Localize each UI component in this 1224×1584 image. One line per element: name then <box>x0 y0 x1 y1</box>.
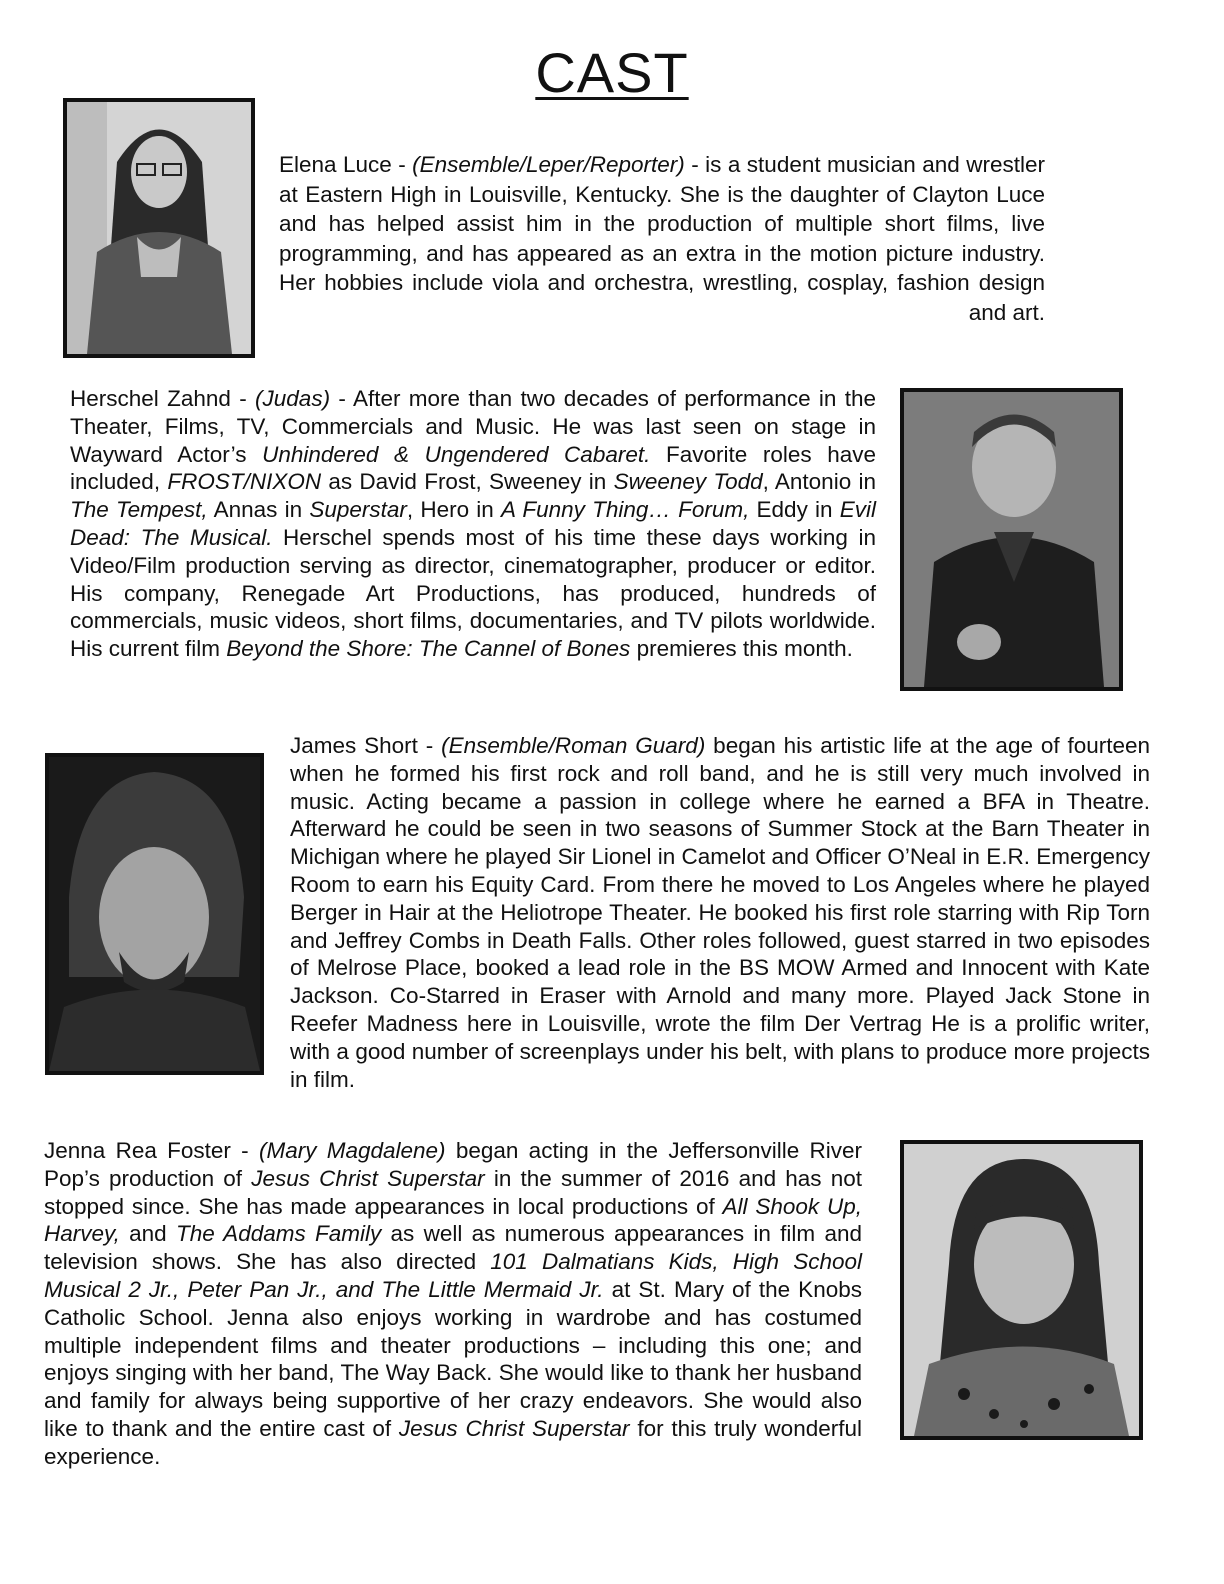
bio-text: , Hero in <box>406 497 502 523</box>
bio-italic-text: Evil Dead: The Musical. <box>70 497 876 550</box>
bio-italic-text: 101 Dalmatians Kids, High School Musical 2 Jr., Peter Pan Jr., and The Little Mermaid Jr. <box>44 1249 862 1302</box>
headshot-jenna-rea-foster <box>900 1140 1143 1440</box>
bio-text: Eddy in <box>749 497 840 523</box>
bio-text: Elena Luce - <box>279 152 413 177</box>
portrait-image <box>904 392 1119 687</box>
bio-text: as David Frost, Sweeney in <box>321 469 614 495</box>
bio-text: James Short - <box>290 733 442 758</box>
bio-text: and <box>119 1221 176 1247</box>
bio-italic-text: The Addams Family <box>175 1221 382 1247</box>
bio-italic-text: A Funny Thing… Forum, <box>501 497 750 523</box>
bio-text: began his artistic life at the age of fourteen when he formed his first rock and roll band, and he is still very much involved in music. Acting became a passion in college where he earned a BFA in Theatre. Afterward he could be seen in two seasons of Summer Stock at the Barn Theater in Michigan where he played Sir Lionel in Camelot and Officer O’Neal in E.R. Emergency Room to earn his Equity Card. From there he moved to Los Angeles where he played Berger in Hair at the Heliotrope Theater. He booked his first role starring with Rip Torn and Jeffrey Combs in Death Falls. Other roles followed, guest starred in two episodes of Melrose Place, booked a lead role in the BS MOW Armed and Innocent with Kate Jackson. Co-Starred in Eraser with Arnold and many more. Played Jack Stone in Reefer Madness here in Louisville, wrote the film Der Vertrag He is a prolific writer, with a good number of screenplays under his belt, with plans to produce more projects in film. <box>290 733 1151 1092</box>
bio-james-short <box>290 732 1150 1093</box>
bio-herschel-zahnd <box>70 385 876 663</box>
bio-text: Annas in <box>207 497 310 523</box>
bio-text: Jenna Rea Foster - <box>44 1138 259 1163</box>
bio-text: Herschel spends most of his time these days working in Video/Film production serving as director, cinematographer, producer or editor. His company, Renegade Art Productions, has produced, hundreds of commercials, music videos, short films, documentaries, and TV pilots worldwide. His current film <box>70 524 876 662</box>
page-title: CAST <box>535 41 689 104</box>
bio-text: Favorite roles have included, <box>70 441 876 495</box>
headshot-elena-luce <box>63 98 255 358</box>
bio-italic-text: Unhindered & Ungendered Cabaret. <box>262 441 651 467</box>
portrait-image <box>67 102 251 354</box>
bio-italic-text: Beyond the Shore: The Cannel of Bones <box>226 636 631 662</box>
bio-text: for this truly wonderful experience. <box>44 1415 862 1469</box>
bio-elena-luce <box>279 150 1045 328</box>
bio-italic-text: All Shook Up, Harvey, <box>44 1193 862 1247</box>
headshot-james-short <box>45 753 264 1075</box>
bio-italic-text: (Mary Magdalene) <box>258 1138 446 1163</box>
bio-italic-text: (Ensemble/Leper/Reporter) <box>412 152 685 177</box>
bio-text: - is a student musician and wrestler at Eastern High in Louisville, Kentucky. She is the daughter of Clayton Luce and has helped assist him in the production of multiple short films, live programming, and has appeared as an extra in the motion picture industry. Her hobbies include viola and orchestra, wrestling, cosplay, fashion design and art. <box>279 152 1045 325</box>
bio-italic-text: Jesus Christ Superstar <box>251 1165 485 1191</box>
bio-italic-text: The Tempest, <box>70 497 208 523</box>
bio-italic-text: Superstar <box>309 497 407 523</box>
bio-italic-text: Sweeney Todd <box>613 469 763 495</box>
bio-text: , Antonio in <box>762 469 876 495</box>
portrait-image <box>904 1144 1139 1436</box>
bio-text: in the summer of 2016 and has not stopped since. She has made appearances in local productions of <box>44 1165 863 1219</box>
bio-jenna-rea-foster <box>44 1137 862 1471</box>
bio-text: - After more than two decades of performance in the Theater, Films, TV, Commercials and Music. He was last seen on stage in Wayward Actor’s <box>70 386 877 467</box>
bio-italic-text: (Ensemble/Roman Guard) <box>441 733 706 758</box>
bio-text: began acting in the Jeffersonville River Pop’s production of <box>44 1138 863 1191</box>
bio-text: as well as numerous appearances in film and television shows. She has also directed <box>44 1221 862 1275</box>
bio-text: Herschel Zahnd - <box>70 386 256 411</box>
bio-text: at St. Mary of the Knobs Catholic School. Jenna also enjoys working in wardrobe and has costumed multiple independent films and theater productions – including this one; and enjoys singing with her band, The Way Back. She would like to thank her husband and family for always being supportive of her crazy endeavors. She would also like to thank and the entire cast of <box>44 1276 862 1441</box>
bio-italic-text: (Judas) <box>255 386 331 411</box>
bio-italic-text: FROST/NIXON <box>167 469 322 495</box>
bio-text: premieres this month. <box>630 636 853 662</box>
headshot-herschel-zahnd <box>900 388 1123 691</box>
portrait-image <box>49 757 260 1071</box>
bio-italic-text: Jesus Christ Superstar <box>398 1415 630 1441</box>
